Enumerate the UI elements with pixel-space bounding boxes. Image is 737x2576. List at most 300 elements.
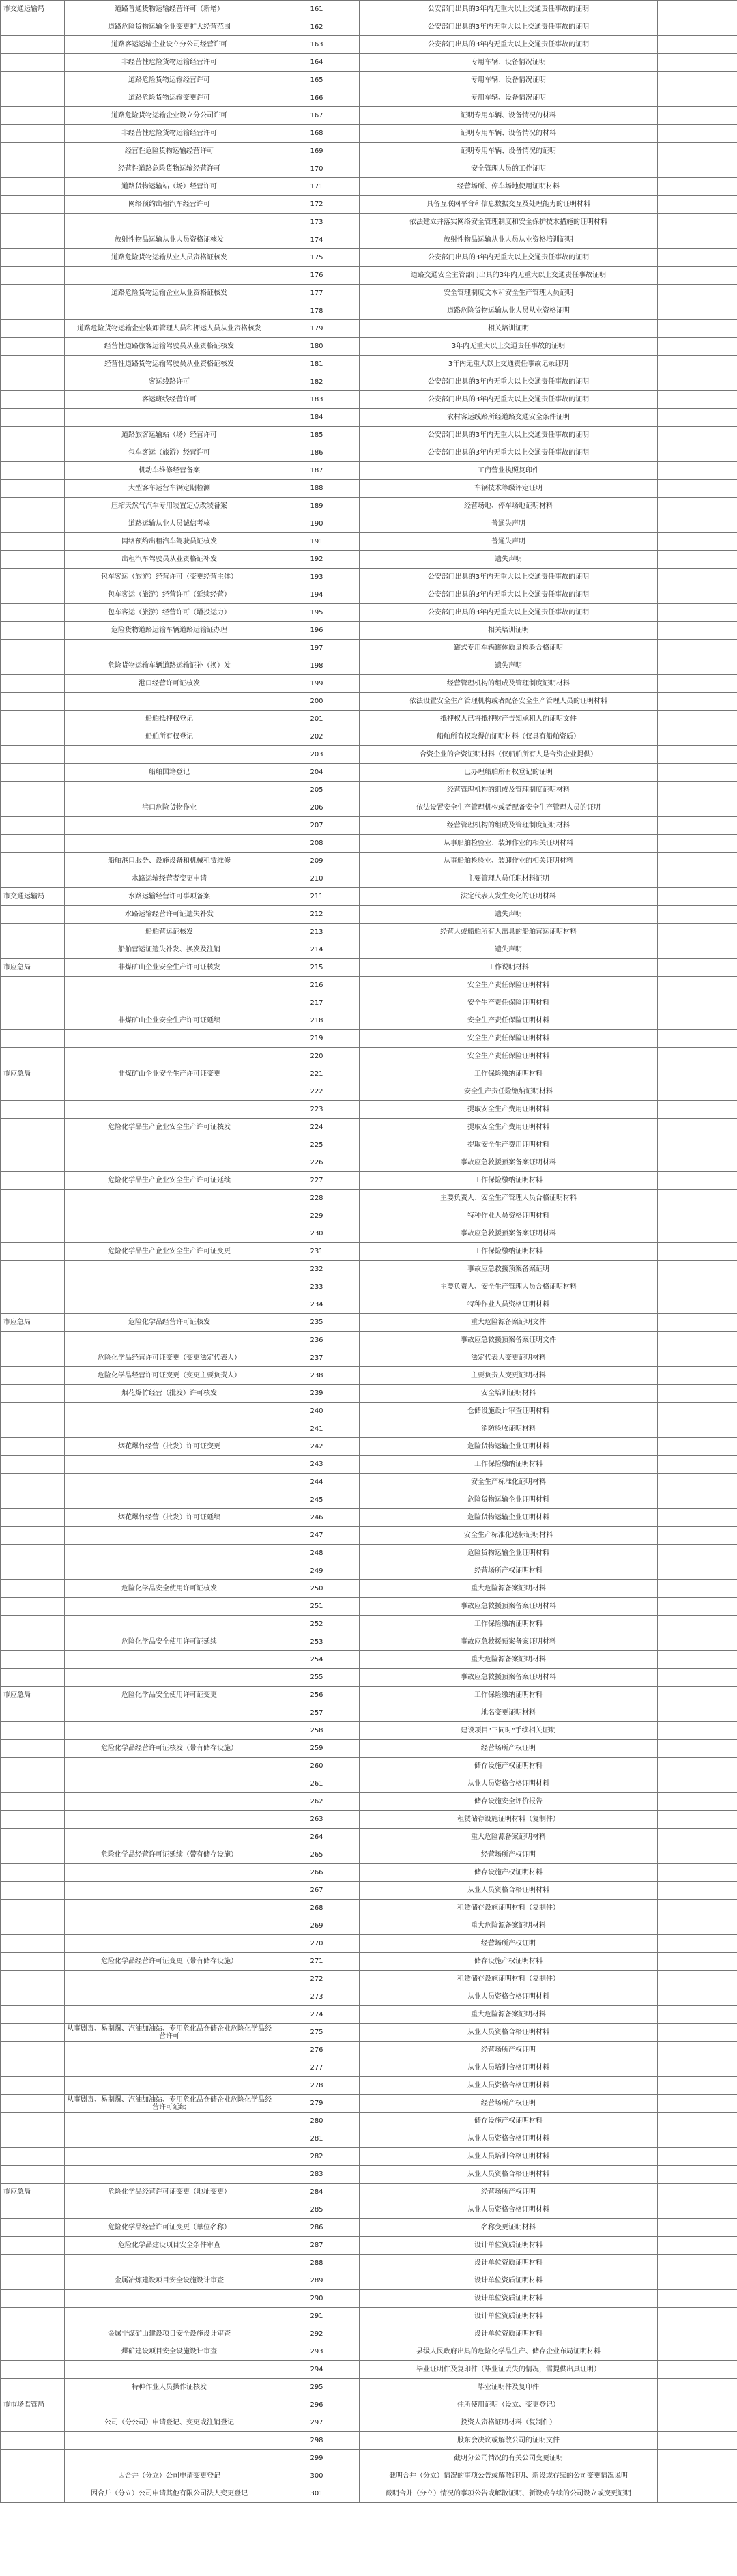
department-cell xyxy=(1,2042,65,2059)
number-cell: 245 xyxy=(274,1491,360,1509)
number-cell: 249 xyxy=(274,1562,360,1580)
item-cell: 道路货物运输站（场）经营许可 xyxy=(65,178,274,196)
empty-cell xyxy=(658,2485,680,2503)
table-row xyxy=(1,214,737,231)
department-cell xyxy=(1,1332,65,1349)
department-cell xyxy=(1,214,65,231)
item-cell: 金属非煤矿山建设项目安全设施设计审查 xyxy=(65,2325,274,2343)
empty-cell xyxy=(680,569,737,586)
table-row xyxy=(1,1882,737,1900)
department-cell xyxy=(1,764,65,782)
number-cell: 233 xyxy=(274,1278,360,1296)
empty-cell xyxy=(658,2396,680,2414)
department-cell xyxy=(1,870,65,888)
department-cell: 市应急局 xyxy=(1,2184,65,2201)
number-cell: 277 xyxy=(274,2059,360,2077)
empty-cell xyxy=(680,817,737,835)
item-cell: 煤矿建设项目安全设施设计审查 xyxy=(65,2343,274,2361)
material-cell: 安全培训证明材料 xyxy=(360,1385,658,1403)
department-cell xyxy=(1,2113,65,2130)
table-row xyxy=(1,2272,737,2290)
empty-cell xyxy=(680,1971,737,1988)
empty-cell xyxy=(658,924,680,941)
empty-cell xyxy=(658,2166,680,2184)
number-cell: 163 xyxy=(274,36,360,54)
item-cell: 非煤矿山企业安全生产许可证延续 xyxy=(65,1012,274,1030)
empty-cell xyxy=(680,2396,737,2414)
material-cell: 工作保险缴纳证明材料 xyxy=(360,1616,658,1633)
table-row xyxy=(1,36,737,54)
empty-cell xyxy=(680,2272,737,2290)
item-cell: 经营性危险货物运输经营许可 xyxy=(65,143,274,160)
empty-cell xyxy=(680,302,737,320)
item-cell: 船舶港口服务、设施设备和机械租赁维修 xyxy=(65,853,274,870)
material-cell: 从业人员培训合格证明材料 xyxy=(360,2059,658,2077)
department-cell xyxy=(1,2237,65,2255)
empty-cell xyxy=(680,1988,737,2006)
empty-cell xyxy=(680,1562,737,1580)
item-cell xyxy=(65,2432,274,2450)
department-cell xyxy=(1,2308,65,2325)
department-cell xyxy=(1,569,65,586)
number-cell: 289 xyxy=(274,2272,360,2290)
number-cell: 166 xyxy=(274,89,360,107)
empty-cell xyxy=(680,1864,737,1882)
department-cell xyxy=(1,1598,65,1616)
item-cell xyxy=(65,1261,274,1278)
table-row xyxy=(1,2290,737,2308)
empty-cell xyxy=(658,409,680,427)
item-cell: 道路旅客运输站（场）经营许可 xyxy=(65,427,274,444)
number-cell: 257 xyxy=(274,1704,360,1722)
department-cell xyxy=(1,2467,65,2485)
empty-cell xyxy=(658,1545,680,1562)
number-cell: 287 xyxy=(274,2237,360,2255)
empty-cell xyxy=(658,959,680,977)
number-cell: 167 xyxy=(274,107,360,125)
empty-cell xyxy=(658,853,680,870)
empty-cell xyxy=(680,196,737,214)
item-cell: 危险化学品安全使用许可证变更 xyxy=(65,1687,274,1704)
department-cell: 市应急局 xyxy=(1,1065,65,1083)
table-row xyxy=(1,107,737,125)
empty-cell xyxy=(658,1829,680,1846)
empty-cell xyxy=(680,551,737,569)
department-cell xyxy=(1,622,65,640)
table-row xyxy=(1,604,737,622)
item-cell xyxy=(65,977,274,994)
item-cell xyxy=(65,693,274,711)
number-cell: 201 xyxy=(274,711,360,728)
number-cell: 221 xyxy=(274,1065,360,1083)
number-cell: 279 xyxy=(274,2095,360,2113)
table-row xyxy=(1,1083,737,1101)
department-cell xyxy=(1,1420,65,1438)
number-cell: 282 xyxy=(274,2148,360,2166)
empty-cell xyxy=(680,2308,737,2325)
number-cell: 231 xyxy=(274,1243,360,1261)
empty-cell xyxy=(680,693,737,711)
number-cell: 187 xyxy=(274,462,360,480)
item-cell xyxy=(65,1030,274,1048)
department-cell xyxy=(1,231,65,249)
empty-cell xyxy=(658,1527,680,1545)
table-row xyxy=(1,640,737,657)
material-cell: 专用车辆、设备情况证明 xyxy=(360,72,658,89)
empty-cell xyxy=(658,2042,680,2059)
number-cell: 291 xyxy=(274,2308,360,2325)
number-cell: 207 xyxy=(274,817,360,835)
item-cell xyxy=(65,746,274,764)
material-cell: 截明分公司情况的有关公司变更证明 xyxy=(360,2450,658,2467)
empty-cell xyxy=(658,320,680,338)
material-cell: 道路危险货物运输从业人员从业资格证明 xyxy=(360,302,658,320)
item-cell: 危险化学品经营许可证核发（带有储存设施） xyxy=(65,1740,274,1758)
material-cell: 设计单位资质证明材料 xyxy=(360,2290,658,2308)
item-cell: 非煤矿山企业安全生产许可证变更 xyxy=(65,1065,274,1083)
material-cell: 放射性物品运输从业人员从业资格培训证明 xyxy=(360,231,658,249)
empty-cell xyxy=(658,693,680,711)
table-row xyxy=(1,622,737,640)
material-cell: 设计单位资质证明材料 xyxy=(360,2308,658,2325)
department-cell xyxy=(1,2148,65,2166)
empty-cell xyxy=(658,1651,680,1669)
material-cell: 专用车辆、设备情况证明 xyxy=(360,89,658,107)
number-cell: 198 xyxy=(274,657,360,675)
material-cell: 设计单位资质证明材料 xyxy=(360,2325,658,2343)
empty-cell xyxy=(680,2166,737,2184)
table-row xyxy=(1,1687,737,1704)
table-row xyxy=(1,2237,737,2255)
item-cell: 金属冶炼建设项目安全设施设计审查 xyxy=(65,2272,274,2290)
material-cell: 证明专用车辆、设备情况的材料 xyxy=(360,125,658,143)
table-row xyxy=(1,817,737,835)
material-cell: 重大危险源备案证明材料 xyxy=(360,1829,658,1846)
material-cell: 租赁储存设施证明材料（复制件） xyxy=(360,1811,658,1829)
department-cell: 市交通运输局 xyxy=(1,888,65,906)
material-cell: 主要负责人变更证明材料 xyxy=(360,1367,658,1385)
empty-cell xyxy=(680,1882,737,1900)
table-row xyxy=(1,18,737,36)
empty-cell xyxy=(658,906,680,924)
number-cell: 235 xyxy=(274,1314,360,1332)
number-cell: 194 xyxy=(274,586,360,604)
table-row xyxy=(1,1864,737,1882)
empty-cell xyxy=(658,622,680,640)
empty-cell xyxy=(658,107,680,125)
item-cell xyxy=(65,1225,274,1243)
material-cell: 遗失声明 xyxy=(360,906,658,924)
number-cell: 208 xyxy=(274,835,360,853)
empty-cell xyxy=(658,2450,680,2467)
table-row xyxy=(1,1456,737,1474)
material-cell: 船舶所有权取得的证明材料（仅具有船舶资质） xyxy=(360,728,658,746)
number-cell: 204 xyxy=(274,764,360,782)
table-row xyxy=(1,1704,737,1722)
material-cell: 从业人员资格合格证明材料 xyxy=(360,2130,658,2148)
empty-cell xyxy=(680,462,737,480)
empty-cell xyxy=(658,657,680,675)
empty-cell xyxy=(680,1775,737,1793)
table-row xyxy=(1,1225,737,1243)
number-cell: 290 xyxy=(274,2290,360,2308)
empty-cell xyxy=(658,302,680,320)
material-cell: 3年内无重大以上交通责任事故记录证明 xyxy=(360,356,658,373)
table-row xyxy=(1,1048,737,1065)
item-cell: 包车客运（旅游）经营许可（延续经营） xyxy=(65,586,274,604)
item-cell xyxy=(65,1704,274,1722)
empty-cell xyxy=(658,1722,680,1740)
department-cell xyxy=(1,2006,65,2024)
table-row xyxy=(1,2095,737,2113)
material-cell: 事故应急救援预案备案证明材料 xyxy=(360,1154,658,1172)
material-cell: 安全生产标准化达标证明材料 xyxy=(360,1527,658,1545)
empty-cell xyxy=(658,72,680,89)
material-cell: 事故应急救援预案备案证明材料 xyxy=(360,1669,658,1687)
material-cell: 消防验收证明材料 xyxy=(360,1420,658,1438)
table-row xyxy=(1,2024,737,2042)
number-cell: 255 xyxy=(274,1669,360,1687)
number-cell: 252 xyxy=(274,1616,360,1633)
empty-cell xyxy=(658,2290,680,2308)
number-cell: 278 xyxy=(274,2077,360,2095)
department-cell xyxy=(1,2130,65,2148)
table-row xyxy=(1,72,737,89)
department-cell xyxy=(1,1882,65,1900)
empty-cell xyxy=(658,1136,680,1154)
material-cell: 安全生产责任险缴纳证明材料 xyxy=(360,1083,658,1101)
department-cell: 市应急局 xyxy=(1,959,65,977)
department-cell xyxy=(1,160,65,178)
material-cell: 从业人员资格合格证明材料 xyxy=(360,1882,658,1900)
item-cell: 大型客车运营车辆定期检测 xyxy=(65,480,274,498)
number-cell: 171 xyxy=(274,178,360,196)
material-cell: 重大危险源备案证明材料 xyxy=(360,1580,658,1598)
empty-cell xyxy=(658,2219,680,2237)
number-cell: 173 xyxy=(274,214,360,231)
item-cell xyxy=(65,1136,274,1154)
empty-cell xyxy=(658,2113,680,2130)
table-row xyxy=(1,356,737,373)
empty-cell xyxy=(658,799,680,817)
material-cell: 安全生产责任保险证明材料 xyxy=(360,1048,658,1065)
material-cell: 设计单位资质证明材料 xyxy=(360,2255,658,2272)
empty-cell xyxy=(658,1598,680,1616)
table-row xyxy=(1,462,737,480)
empty-cell xyxy=(658,1456,680,1474)
empty-cell xyxy=(680,1456,737,1474)
material-cell: 安全生产责任保险证明材料 xyxy=(360,977,658,994)
number-cell: 172 xyxy=(274,196,360,214)
table-row xyxy=(1,320,737,338)
department-cell xyxy=(1,977,65,994)
number-cell: 191 xyxy=(274,533,360,551)
department-cell xyxy=(1,2059,65,2077)
table-row xyxy=(1,1065,737,1083)
material-cell: 从业人员资格合格证明材料 xyxy=(360,2077,658,2095)
item-cell xyxy=(65,302,274,320)
department-cell xyxy=(1,1758,65,1775)
item-cell: 道路运输从业人员诚信考核 xyxy=(65,515,274,533)
empty-cell xyxy=(658,480,680,498)
material-cell: 提取安全生产费用证明材料 xyxy=(360,1101,658,1119)
empty-cell xyxy=(658,994,680,1012)
empty-cell xyxy=(658,604,680,622)
empty-cell xyxy=(658,1332,680,1349)
material-cell: 工作保险缴纳证明材料 xyxy=(360,1687,658,1704)
empty-cell xyxy=(680,764,737,782)
number-cell: 264 xyxy=(274,1829,360,1846)
empty-cell xyxy=(680,1101,737,1119)
table-row xyxy=(1,2042,737,2059)
table-row xyxy=(1,1527,737,1545)
table-row xyxy=(1,143,737,160)
table-row xyxy=(1,1722,737,1740)
number-cell: 177 xyxy=(274,285,360,302)
material-cell: 租赁储存设施证明材料（复制件） xyxy=(360,1971,658,1988)
empty-cell xyxy=(680,2219,737,2237)
material-cell: 经营场所产权证明 xyxy=(360,1740,658,1758)
material-cell: 危险货物运输企业证明材料 xyxy=(360,1545,658,1562)
empty-cell xyxy=(680,782,737,799)
table-row xyxy=(1,1119,737,1136)
department-cell xyxy=(1,1474,65,1491)
item-cell: 道路危险货物运输经营许可 xyxy=(65,72,274,89)
department-cell xyxy=(1,427,65,444)
item-cell xyxy=(65,2113,274,2130)
item-cell: 船舶抵押权登记 xyxy=(65,711,274,728)
material-cell: 主要管理人员任职材料证明 xyxy=(360,870,658,888)
table-row xyxy=(1,1775,737,1793)
empty-cell xyxy=(658,2379,680,2396)
item-cell xyxy=(65,2255,274,2272)
number-cell: 227 xyxy=(274,1172,360,1190)
empty-cell xyxy=(680,338,737,356)
material-cell: 经营场地、停车场地证明材料 xyxy=(360,498,658,515)
department-cell xyxy=(1,2219,65,2237)
item-cell xyxy=(65,2042,274,2059)
empty-cell xyxy=(680,18,737,36)
table-row xyxy=(1,2379,737,2396)
department-cell xyxy=(1,533,65,551)
number-cell: 297 xyxy=(274,2414,360,2432)
department-cell xyxy=(1,1633,65,1651)
item-cell: 道路危险货物运输变更许可 xyxy=(65,89,274,107)
empty-cell xyxy=(680,178,737,196)
item-cell xyxy=(65,1900,274,1917)
empty-cell xyxy=(680,1829,737,1846)
number-cell: 281 xyxy=(274,2130,360,2148)
empty-cell xyxy=(658,2077,680,2095)
material-cell: 租赁储存设施证明材料（复制件） xyxy=(360,1900,658,1917)
material-cell: 公安部门出具的3年内无重大以上交通责任事故的证明 xyxy=(360,1,658,18)
item-cell: 危险化学品安全使用许可证延续 xyxy=(65,1633,274,1651)
empty-cell xyxy=(680,1491,737,1509)
table-row xyxy=(1,1988,737,2006)
empty-cell xyxy=(680,231,737,249)
department-cell xyxy=(1,1012,65,1030)
material-cell: 遗失声明 xyxy=(360,657,658,675)
item-cell xyxy=(65,1207,274,1225)
department-cell xyxy=(1,2077,65,2095)
material-cell: 公安部门出具的3年内无重大以上交通责任事故的证明 xyxy=(360,249,658,267)
table-row xyxy=(1,1385,737,1403)
department-cell xyxy=(1,2201,65,2219)
material-cell: 证明专用车辆、设备情况的证明 xyxy=(360,143,658,160)
material-cell: 储存设施产权证明材料 xyxy=(360,1758,658,1775)
empty-cell xyxy=(680,1,737,18)
item-cell xyxy=(65,2166,274,2184)
item-cell xyxy=(65,1775,274,1793)
table-row xyxy=(1,1900,737,1917)
department-cell xyxy=(1,1491,65,1509)
empty-cell xyxy=(680,373,737,391)
empty-cell xyxy=(680,1580,737,1598)
material-cell: 证明专用车辆、设备情况的材料 xyxy=(360,107,658,125)
empty-cell xyxy=(680,391,737,409)
material-cell: 安全生产责任保险证明材料 xyxy=(360,1030,658,1048)
material-cell: 事故应急救援预案备案证明材料 xyxy=(360,1598,658,1616)
empty-cell xyxy=(680,1349,737,1367)
table-row xyxy=(1,1190,737,1207)
empty-cell xyxy=(680,2485,737,2503)
material-cell: 危险货物运输企业证明材料 xyxy=(360,1438,658,1456)
item-cell: 港口经营许可证核发 xyxy=(65,675,274,693)
item-cell xyxy=(65,1154,274,1172)
item-cell: 危险化学品生产企业安全生产许可证核发 xyxy=(65,1119,274,1136)
empty-cell xyxy=(680,1811,737,1829)
number-cell: 222 xyxy=(274,1083,360,1101)
empty-cell xyxy=(658,1048,680,1065)
department-cell xyxy=(1,72,65,89)
table-row xyxy=(1,2432,737,2450)
item-cell: 经营性道路货物运输驾驶员从业资格证核发 xyxy=(65,356,274,373)
table-row xyxy=(1,924,737,941)
item-cell: 船舶国籍登记 xyxy=(65,764,274,782)
department-cell xyxy=(1,196,65,214)
number-cell: 288 xyxy=(274,2255,360,2272)
empty-cell xyxy=(658,675,680,693)
empty-cell xyxy=(658,533,680,551)
empty-cell xyxy=(680,160,737,178)
item-cell: 道路危险货物运输企业从业资格证核发 xyxy=(65,285,274,302)
item-cell xyxy=(65,1562,274,1580)
item-cell: 船舶所有权登记 xyxy=(65,728,274,746)
table-row xyxy=(1,1669,737,1687)
material-cell: 道路交通安全主管部门出具的3年内无重大以上交通责任事故证明 xyxy=(360,267,658,285)
empty-cell xyxy=(658,1172,680,1190)
number-cell: 283 xyxy=(274,2166,360,2184)
department-cell xyxy=(1,1190,65,1207)
department-cell xyxy=(1,1616,65,1633)
number-cell: 225 xyxy=(274,1136,360,1154)
empty-cell xyxy=(658,1083,680,1101)
material-cell: 工商营业执照复印件 xyxy=(360,462,658,480)
material-cell: 安全生产责任保险证明材料 xyxy=(360,994,658,1012)
table-row xyxy=(1,373,737,391)
item-cell xyxy=(65,1829,274,1846)
empty-cell xyxy=(680,249,737,267)
table-row xyxy=(1,160,737,178)
number-cell: 262 xyxy=(274,1793,360,1811)
empty-cell xyxy=(680,2379,737,2396)
number-cell: 267 xyxy=(274,1882,360,1900)
number-cell: 271 xyxy=(274,1953,360,1971)
material-cell: 名称变更证明材料 xyxy=(360,2219,658,2237)
number-cell: 190 xyxy=(274,515,360,533)
number-cell: 244 xyxy=(274,1474,360,1491)
empty-cell xyxy=(658,711,680,728)
